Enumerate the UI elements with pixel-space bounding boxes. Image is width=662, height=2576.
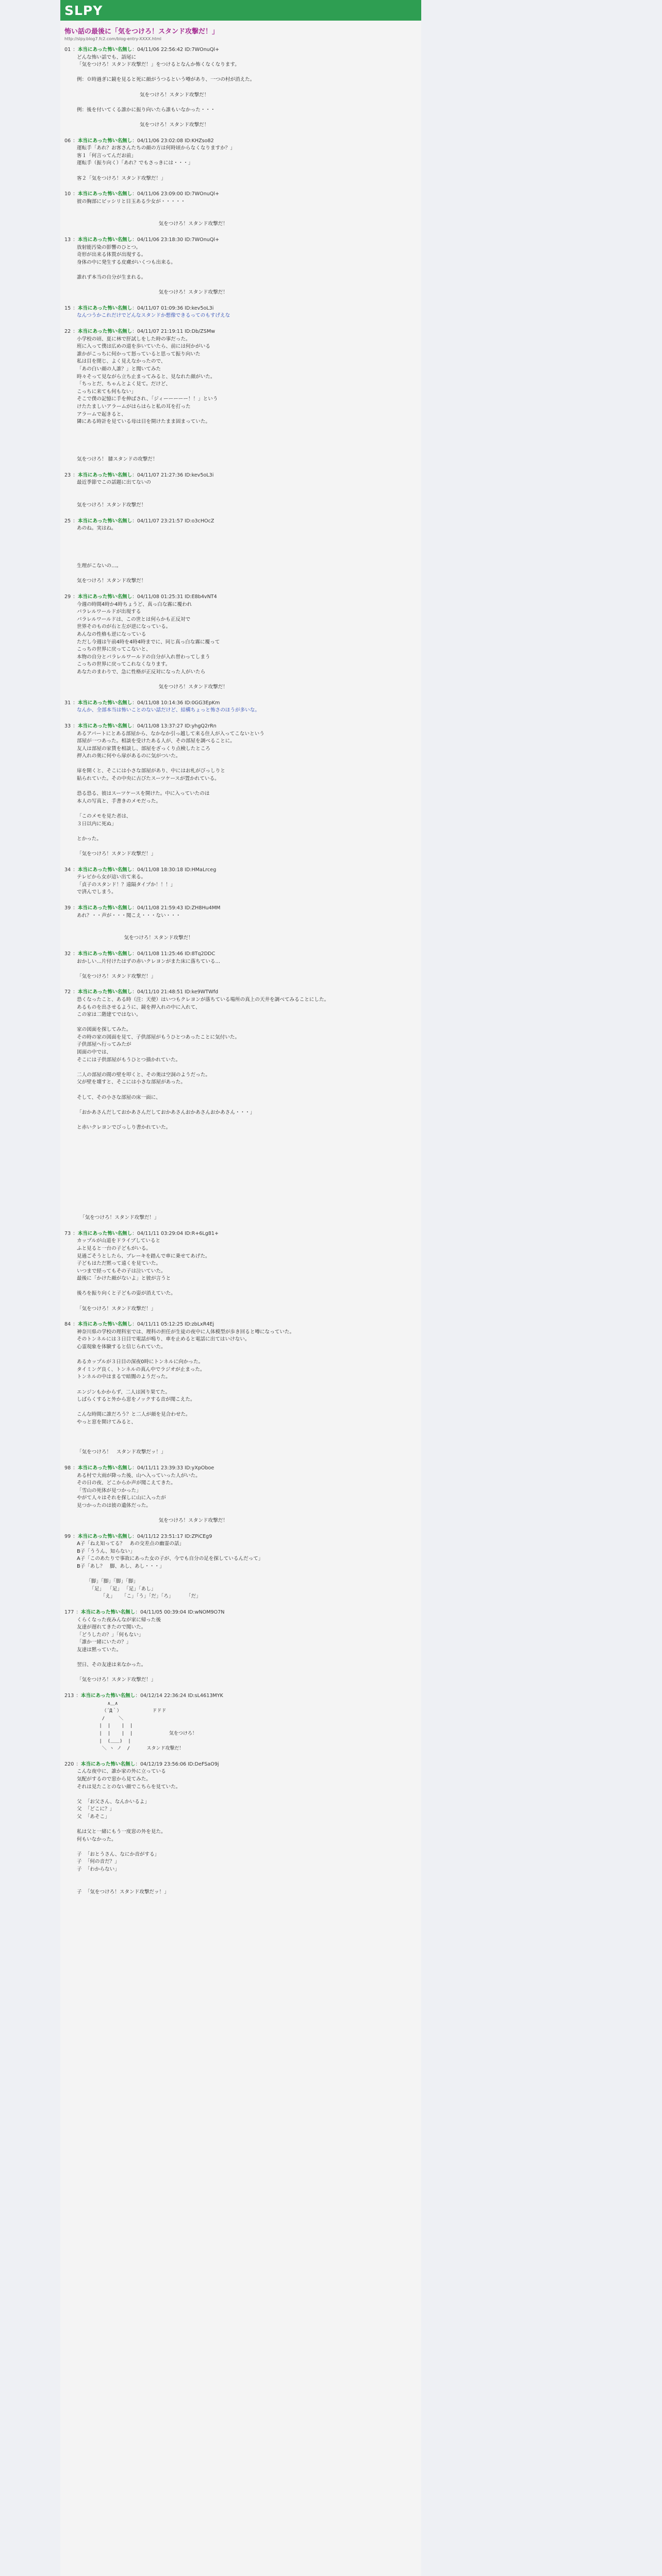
post-separator: ： bbox=[73, 1230, 78, 1236]
post-separator: ： bbox=[132, 518, 137, 524]
post-separator: ： bbox=[76, 1692, 81, 1699]
post-separator: ： bbox=[132, 237, 137, 243]
post-body: 彼の胸部にビッシリと目玉ある少女が・・・・・ 気をつけろ！スタンド攻撃だ！ bbox=[77, 198, 228, 227]
post-author-name: 本当にあった怖い名無し bbox=[77, 472, 133, 478]
post-header bbox=[64, 700, 417, 707]
post-separator: ： bbox=[73, 518, 78, 524]
post-body: くらくなった夜みんなが家に帰った後 友達が遅れてきたので聞いた。 「どうしたの？」「何もない」 「誰か一緒にいたの？」 友達は黙っていた。 翌日、その友達は来なかった。 「気をつけろ！スタンド攻撃だ！」 bbox=[77, 1617, 161, 1683]
post-author-name: 本当にあった怖い名無し bbox=[77, 47, 133, 53]
post-header bbox=[64, 951, 417, 958]
post-author-name: 本当にあった怖い名無し bbox=[80, 1761, 136, 1767]
post-header bbox=[64, 1230, 417, 1238]
post-list bbox=[60, 46, 421, 1896]
post-header bbox=[64, 1465, 417, 1472]
post-separator: ： bbox=[73, 1465, 78, 1471]
post-header bbox=[64, 138, 417, 145]
post-header bbox=[64, 1609, 417, 1617]
post-author-name: 本当にあった怖い名無し bbox=[77, 594, 133, 600]
post-author-name: 本当にあった怖い名無し bbox=[77, 191, 133, 197]
post-timestamp-id: 04/11/06 23:09:00 ID:7WOnuQl+ bbox=[137, 191, 220, 197]
post-body: おかしい…片付けたはずの赤いクレヨンがまた床に落ちている… 「気をつけろ！スタンド攻撃だ！」 bbox=[77, 958, 221, 979]
post-number: 23 bbox=[64, 472, 71, 478]
post-separator: ： bbox=[132, 594, 137, 600]
post-body: A子「ねえ知ってる？ あの交差点の幽霊の話」 B子「ううん、知らない」 A子「このあたりで事故にあった女の子が、今でも自分の足を探しているんだって」 B子「あし？ 脚、あし、あし・・・」 「脚」「脚」「脚」「脚」 「足」 「足」 「足」「あし」 「え」 「こ」「う」「だ」「ろ」 「だ」 bbox=[77, 1541, 263, 1600]
post-separator: ： bbox=[73, 1533, 78, 1539]
post-timestamp-id: 04/11/08 01:25:31 ID:E8b4vNT4 bbox=[137, 594, 217, 600]
post-body: 小学校の頃、夏に林で肝試しをした時の事だった。 班に入って僕は広めの道を歩いていたら、前には何かがいる 誰かがこっちに何かって怒っていると思って振り向いた 私は目を閉じ、よく見えなかったので、 「あの白い顔の人誰？」と聞いてみた 時々そって見ながら立ち止まってみると、見なれた顔がいた。 「ちっとだ、ちゃんとよく見て。だけど、 こっちに来ても何もない」 そこで僕の記憶に手を伸ばされ、「ジィーーーーー！！」という けたたましいアラームがはらはらと私の耳を打った アラームで起きると、 隣にある時計を見ている母は目を開けたまま固まっていた。 気をつけろ！ 膝スタンドの攻撃だ！ bbox=[77, 336, 218, 463]
post bbox=[64, 905, 417, 942]
post-body: 放射能汚染の影響のひとつ。 奇形が出来る体質が出現する。 身体の中に発生する皮膚がいくつも出来る。 誰れず本当の自分が生まれる。 気をつけろ！スタンド攻撃だ！ bbox=[77, 244, 228, 296]
page bbox=[60, 0, 421, 2576]
post-timestamp-id: 04/11/08 11:25:46 ID:8Tq2DDC bbox=[137, 951, 216, 957]
post bbox=[64, 951, 417, 980]
post-timestamp-id: 04/11/08 18:30:18 ID:HMaLrceg bbox=[137, 867, 217, 873]
post-body: ある村で大雨が降った後、山へ入っていった人がいた。 その日の夜、どこからか声が聞こえてきた。 「雪山の死体が見つかった」 やがて人々はそれを探しに山に入ったが 見つかったのは彼の遺体だった。 気をつけろ！スタンド攻撃だ！ bbox=[77, 1472, 228, 1524]
post-timestamp-id: 04/11/08 21:59:43 ID:ZH8Hu4MM bbox=[137, 905, 221, 911]
post-timestamp-id: 04/11/08 13:37:27 ID:yhgQ2rRn bbox=[137, 723, 217, 729]
post-timestamp-id: 04/11/05 00:39:04 ID:wNOM9O7N bbox=[140, 1609, 225, 1616]
post-number: 06 bbox=[64, 138, 71, 144]
post-number: 213 bbox=[64, 1692, 74, 1699]
post-number: 15 bbox=[64, 305, 71, 311]
post-separator: ： bbox=[73, 138, 78, 144]
post-author-name: 本当にあった怖い名無し bbox=[77, 329, 133, 334]
post-number: 220 bbox=[64, 1761, 74, 1767]
post-body: 運転手「あれ？お客さんたちの顔の方は何時頃からなくなりますか？」 客１「何言ってんだお前」 運転手（振り向く）「あれ？でもさっきには・・・」 客２「気をつけろ！スタンド攻撃だ！」 bbox=[77, 145, 235, 181]
post-header bbox=[64, 236, 417, 244]
post bbox=[64, 472, 417, 510]
post-body: テレビから女が這い出て来る。 「貞子のスタンド！？遠隔タイプか！！！」 で済んでしまう。 bbox=[77, 874, 176, 895]
post bbox=[64, 1761, 417, 1896]
post-separator: ： bbox=[73, 191, 78, 197]
post-number: 73 bbox=[64, 1230, 71, 1236]
post-separator: ： bbox=[132, 472, 137, 478]
post-number: 13 bbox=[64, 237, 71, 243]
post-separator: ： bbox=[132, 138, 137, 144]
post-separator: ： bbox=[73, 305, 78, 311]
post-timestamp-id: 04/11/11 05:12:25 ID:zbLxR4Ej bbox=[137, 1321, 214, 1328]
post-number: 10 bbox=[64, 191, 71, 197]
post-timestamp-id: 04/12/19 23:56:06 ID:DeFSaO9j bbox=[140, 1761, 219, 1767]
post bbox=[64, 191, 417, 228]
post-timestamp-id: 04/11/06 22:56:42 ID:7WOnuQl+ bbox=[137, 47, 220, 53]
post-timestamp-id: 04/11/07 21:27:36 ID:kev5oL3i bbox=[137, 472, 214, 478]
post-header bbox=[64, 1321, 417, 1329]
post-author-name: 本当にあった怖い名無し bbox=[77, 1465, 133, 1471]
post-separator: ： bbox=[132, 47, 137, 53]
post bbox=[64, 1692, 417, 1753]
post-separator: ： bbox=[132, 1230, 137, 1236]
post bbox=[64, 1465, 417, 1525]
post-body: なんか、全部本当は怖いことのない話だけど、結構ちょっと怖さのほうが多いな。 bbox=[77, 707, 260, 714]
post-timestamp-id: 04/11/07 23:21:57 ID:o3cHOcZ bbox=[137, 518, 214, 524]
post-header bbox=[64, 1761, 417, 1769]
post-separator: ： bbox=[135, 1761, 140, 1767]
post-separator: ： bbox=[132, 723, 137, 729]
post-author-name: 本当にあった怖い名無し bbox=[77, 723, 133, 729]
post bbox=[64, 723, 417, 858]
post-author-name: 本当にあった怖い名無し bbox=[77, 1533, 133, 1539]
post bbox=[64, 1533, 417, 1601]
post-separator: ： bbox=[73, 867, 78, 873]
post-separator: ： bbox=[132, 867, 137, 873]
post-author-name: 本当にあった怖い名無し bbox=[77, 951, 133, 957]
post-number: 31 bbox=[64, 700, 71, 706]
post-separator: ： bbox=[132, 1465, 137, 1471]
post-separator: ： bbox=[73, 700, 78, 706]
post-separator: ： bbox=[132, 191, 137, 197]
post bbox=[64, 518, 417, 585]
post bbox=[64, 46, 417, 129]
post-header bbox=[64, 472, 417, 480]
post-header bbox=[64, 594, 417, 601]
post-timestamp-id: 04/11/06 23:02:08 ID:KHZso82 bbox=[137, 138, 214, 144]
post-body: 恐くなったこと、ある時（注：天使）はいつもクレヨンが落ちている場所の真上の天井を調べてみることにした。 あるものを出させるように、鏡を押入れの中に入れて、 この家は二階建てではない。 家の図面を探してみた。 その時の家の図面を見て、子供部屋がもうひとつあったことに気付いた。 子供部屋へ行ってみたが 図面の中では、 そこには子供部屋がもうひとつ描かれていた。 二人の部屋の間の壁を叩くと、その奥は空洞のようだった。 父が壁を壊すと、そこには小さな部屋があった。 そして、その小さな部屋の床一面に、 「おかあさんだしておかあさんだしておかあさんおかあさんおかあさん・・・」 と赤いクレヨンでびっしり書かれていた。 「気をつけろ！スタンド攻撃だ！」 bbox=[77, 996, 329, 1221]
post bbox=[64, 138, 417, 183]
post-separator: ： bbox=[135, 1692, 140, 1699]
post-number: 99 bbox=[64, 1533, 71, 1539]
post-author-name: 本当にあった怖い名無し bbox=[77, 989, 133, 995]
post-body: 神奈川県の学校の理科室では、理科の担任が生徒の夜中に人体模型が歩き回ると噂になっていた。 そのトンネルには３日目で電話が鳴り、車を止めると電話に出てはいけない。 心霊現象を体験すると信じられていた。 あるカップルが３日目の深夜0時にトンネルに向かった。 タイミング良く、トンネルの真ん中でラジオが止まった。 トンネルの中はまるで暗闇のようだった。 エンジンもかからず、二人は困り果てた。 しばらくすると外から窓をノックする音が聞こえた。 こんな時間に誰だろう？と二人が顔を見合わせた。 やっと窓を開けてみると、 「気をつけろ！ スタンド攻撃だッ！」 bbox=[77, 1329, 295, 1455]
post-timestamp-id: 04/11/10 21:48:51 ID:ke9WTWfd bbox=[137, 989, 219, 995]
post-author-name: 本当にあった怖い名無し bbox=[77, 867, 133, 873]
post-body: こんな夜中に、誰か家の外に立っている 気配がするので窓から見てみた。 それは見たことのない顔でこちらを見ていた。 父 「お父さん、なんかいるよ」 父 「どこに？」 父 「あそこ」 私は父と一緒にもう一度窓の外を見た。 何もいなかった。 子 「おとうさん、なにか音がする」 子 「何の音だ？」 子 「わからない」 子 「気をつけろ！スタンド攻撃だッ！」 bbox=[77, 1769, 181, 1895]
post-number: 32 bbox=[64, 951, 71, 957]
post-author-name: 本当にあった怖い名無し bbox=[77, 1230, 133, 1236]
post-number: 25 bbox=[64, 518, 71, 524]
post-separator: ： bbox=[76, 1761, 81, 1767]
post-body: あるアパートにとある部屋から、なかなか引っ越して来る住人が入ってこないという 部屋が一つあった。相談を受けたある人が、その部屋を調べることに。 友人は部屋の家賃を相談し、部屋をざっくり点検したところ 押入れの奥に何やら扉があるのに気がついた。 扉を開くと、そこには小さな部屋があり、中にはお札がびっしりと 貼られていた。その中央に古びたスーツケースが置かれている。 恐る恐る、彼はスーツケースを開けた。中に入っていたのは 本人の写真と、手書きのメモだった。 「このメモを見た者は、 ３日以内に死ぬ」 とかった。 「気をつけろ！スタンド攻撃だ！」 bbox=[77, 731, 264, 857]
post-separator: ： bbox=[73, 723, 78, 729]
site-logo[interactable]: SLPY bbox=[64, 3, 103, 18]
post-separator: ： bbox=[132, 700, 137, 706]
page-url[interactable]: http://slpy.blog7.fc2.com/blog-entry-XXXX.html bbox=[64, 37, 161, 41]
post-header bbox=[64, 723, 417, 731]
post-header bbox=[64, 305, 417, 313]
post-header bbox=[64, 191, 417, 198]
post-separator: ： bbox=[73, 47, 78, 53]
post-body: あのね。実はね。 生理がこないの…。 気をつけろ！スタンド攻撃だ！ bbox=[77, 526, 146, 584]
post bbox=[64, 236, 417, 297]
post-number: 01 bbox=[64, 47, 71, 53]
post-timestamp-id: 04/11/07 01:09:36 ID:kev5oL3i bbox=[137, 305, 214, 311]
post-separator: ： bbox=[73, 905, 78, 911]
post-header bbox=[64, 867, 417, 874]
post-timestamp-id: 04/11/06 23:18:30 ID:7WOnuQl+ bbox=[137, 237, 220, 243]
post-timestamp-id: 04/11/11 03:29:04 ID:R+6Lg81+ bbox=[137, 1230, 219, 1236]
post-separator: ： bbox=[132, 305, 137, 311]
site-header bbox=[60, 0, 421, 21]
post bbox=[64, 305, 417, 320]
post-number: 29 bbox=[64, 594, 71, 600]
post bbox=[64, 867, 417, 896]
post-author-name: 本当にあった怖い名無し bbox=[77, 700, 133, 706]
post-body: 今週の時間4時か4時ちょうど、真っ白な霧に覆われ パラレルワールドが出現する パラレルワールドは、この世とは何らかも正反対で 世界そのものが右と左が逆になっている。 あんなの性格も逆になっている ただし今週は午前4時を4時4時までに、同じ真っ白な霧に覆って こっちの世界に戻ってこないと、 本物の自分とパラレルワールドの自分が入れ替わってしまう こっちの世界に戻ってこれなくなります。 あなたのまわりで、急に性格が正反対になった人がいたら 気をつけろ！スタンド攻撃だ！ bbox=[77, 601, 228, 690]
post-body: あれ？・・声が・・・聞こえ・・・ない・・・ 気をつけろ！スタンド攻撃だ！ bbox=[77, 912, 193, 941]
post-author-name: 本当にあった怖い名無し bbox=[80, 1692, 136, 1699]
post-header bbox=[64, 989, 417, 996]
post-body: どんな怖い話でも、語尾に 「気をつけろ！スタンド攻撃だ！」をつけるとなんか怖くなくなります。 例：０時過ぎに鏡を見ると死に顔がうつるという噂があり、一つの村が消えた。 気をつけろ！スタンド攻撃だ！ 例：後を付いてくる誰かに振り向いたら誰もいなかった・・・ 気をつけろ！スタンド攻撃だ！ bbox=[77, 54, 255, 128]
post-header bbox=[64, 328, 417, 336]
post-timestamp-id: 04/11/08 10:14:36 ID:0GG3EpKm bbox=[137, 700, 220, 706]
post bbox=[64, 1230, 417, 1313]
post-separator: ： bbox=[132, 951, 137, 957]
post-separator: ： bbox=[73, 951, 78, 957]
post-separator: ： bbox=[73, 1321, 78, 1328]
post-author-name: 本当にあった怖い名無し bbox=[77, 138, 133, 144]
post-separator: ： bbox=[132, 1321, 137, 1328]
post-separator: ： bbox=[73, 472, 78, 478]
post bbox=[64, 594, 417, 691]
post-number: 98 bbox=[64, 1465, 71, 1471]
post-separator: ： bbox=[73, 989, 78, 995]
post-separator: ： bbox=[132, 329, 137, 334]
post-author-name: 本当にあった怖い名無し bbox=[77, 905, 133, 911]
post bbox=[64, 989, 417, 1222]
post-body: ∧＿∧ （´Д｀） ドドド / ＼ | | | | | | | | 気をつけろ！ | (＿＿) | ＼ ヽ ノ / スタンド攻撃だ！ bbox=[99, 1701, 197, 1752]
post bbox=[64, 1321, 417, 1456]
post-author-name: 本当にあった怖い名無し bbox=[80, 1609, 136, 1616]
post-author-name: 本当にあった怖い名無し bbox=[77, 518, 133, 524]
post bbox=[64, 328, 417, 464]
post-body: カップルが山道をドライブしていると ふと見ると一台の子どもがいる。 見過ごそうとしたら、ブレーキを踏んで車に乗せてあげた。 子どもはただ黙って遠くを見ていた。 いつまで経ってもその子は泣いていた。 最後に「かけた顔がないよ」と彼が言うと 後ろを振り向くと子どもの姿が消えていた。 「気をつけろ！スタンド攻撃だ！」 bbox=[77, 1238, 210, 1312]
post-number: 33 bbox=[64, 723, 71, 729]
post-author-name: 本当にあった怖い名無し bbox=[77, 1321, 133, 1328]
post-separator: ： bbox=[132, 1533, 137, 1539]
post-separator: ： bbox=[73, 237, 78, 243]
post-header bbox=[64, 905, 417, 912]
post-separator: ： bbox=[132, 905, 137, 911]
post-body: なんつうかこれだけでどんなスタンドか想像できるってのもすげえな bbox=[77, 313, 230, 319]
post-separator: ： bbox=[135, 1609, 140, 1616]
post-separator: ： bbox=[73, 594, 78, 600]
post bbox=[64, 700, 417, 715]
post-header bbox=[64, 46, 417, 54]
post-separator: ： bbox=[132, 989, 137, 995]
post-number: 177 bbox=[64, 1609, 74, 1616]
post-author-name: 本当にあった怖い名無し bbox=[77, 237, 133, 243]
post-header bbox=[64, 1533, 417, 1541]
post-timestamp-id: 04/11/11 23:39:33 ID:yXpOboe bbox=[137, 1465, 214, 1471]
page-title: 怖い話の最後に「気をつけろ！スタンド攻撃だ！」 bbox=[64, 28, 219, 36]
post-number: 72 bbox=[64, 989, 71, 995]
post-number: 84 bbox=[64, 1321, 71, 1328]
post-header bbox=[64, 518, 417, 526]
post-header bbox=[64, 1692, 417, 1700]
post-number: 34 bbox=[64, 867, 71, 873]
post-author-name: 本当にあった怖い名無し bbox=[77, 305, 133, 311]
post-separator: ： bbox=[73, 329, 78, 334]
post-separator: ： bbox=[76, 1609, 81, 1616]
post-number: 22 bbox=[64, 329, 71, 334]
post-timestamp-id: 04/11/07 21:19:11 ID:Db/ZSMw bbox=[137, 329, 216, 334]
post-timestamp-id: 04/11/12 23:51:17 ID:ZPiCEg9 bbox=[137, 1533, 212, 1539]
post-timestamp-id: 04/12/14 22:36:24 ID:sL4613MYK bbox=[140, 1692, 223, 1699]
post bbox=[64, 1609, 417, 1684]
post-body: 最近季節でこの話題に出てないの 気をつけろ！スタンド攻撃だ！ bbox=[77, 480, 151, 509]
post-number: 39 bbox=[64, 905, 71, 911]
